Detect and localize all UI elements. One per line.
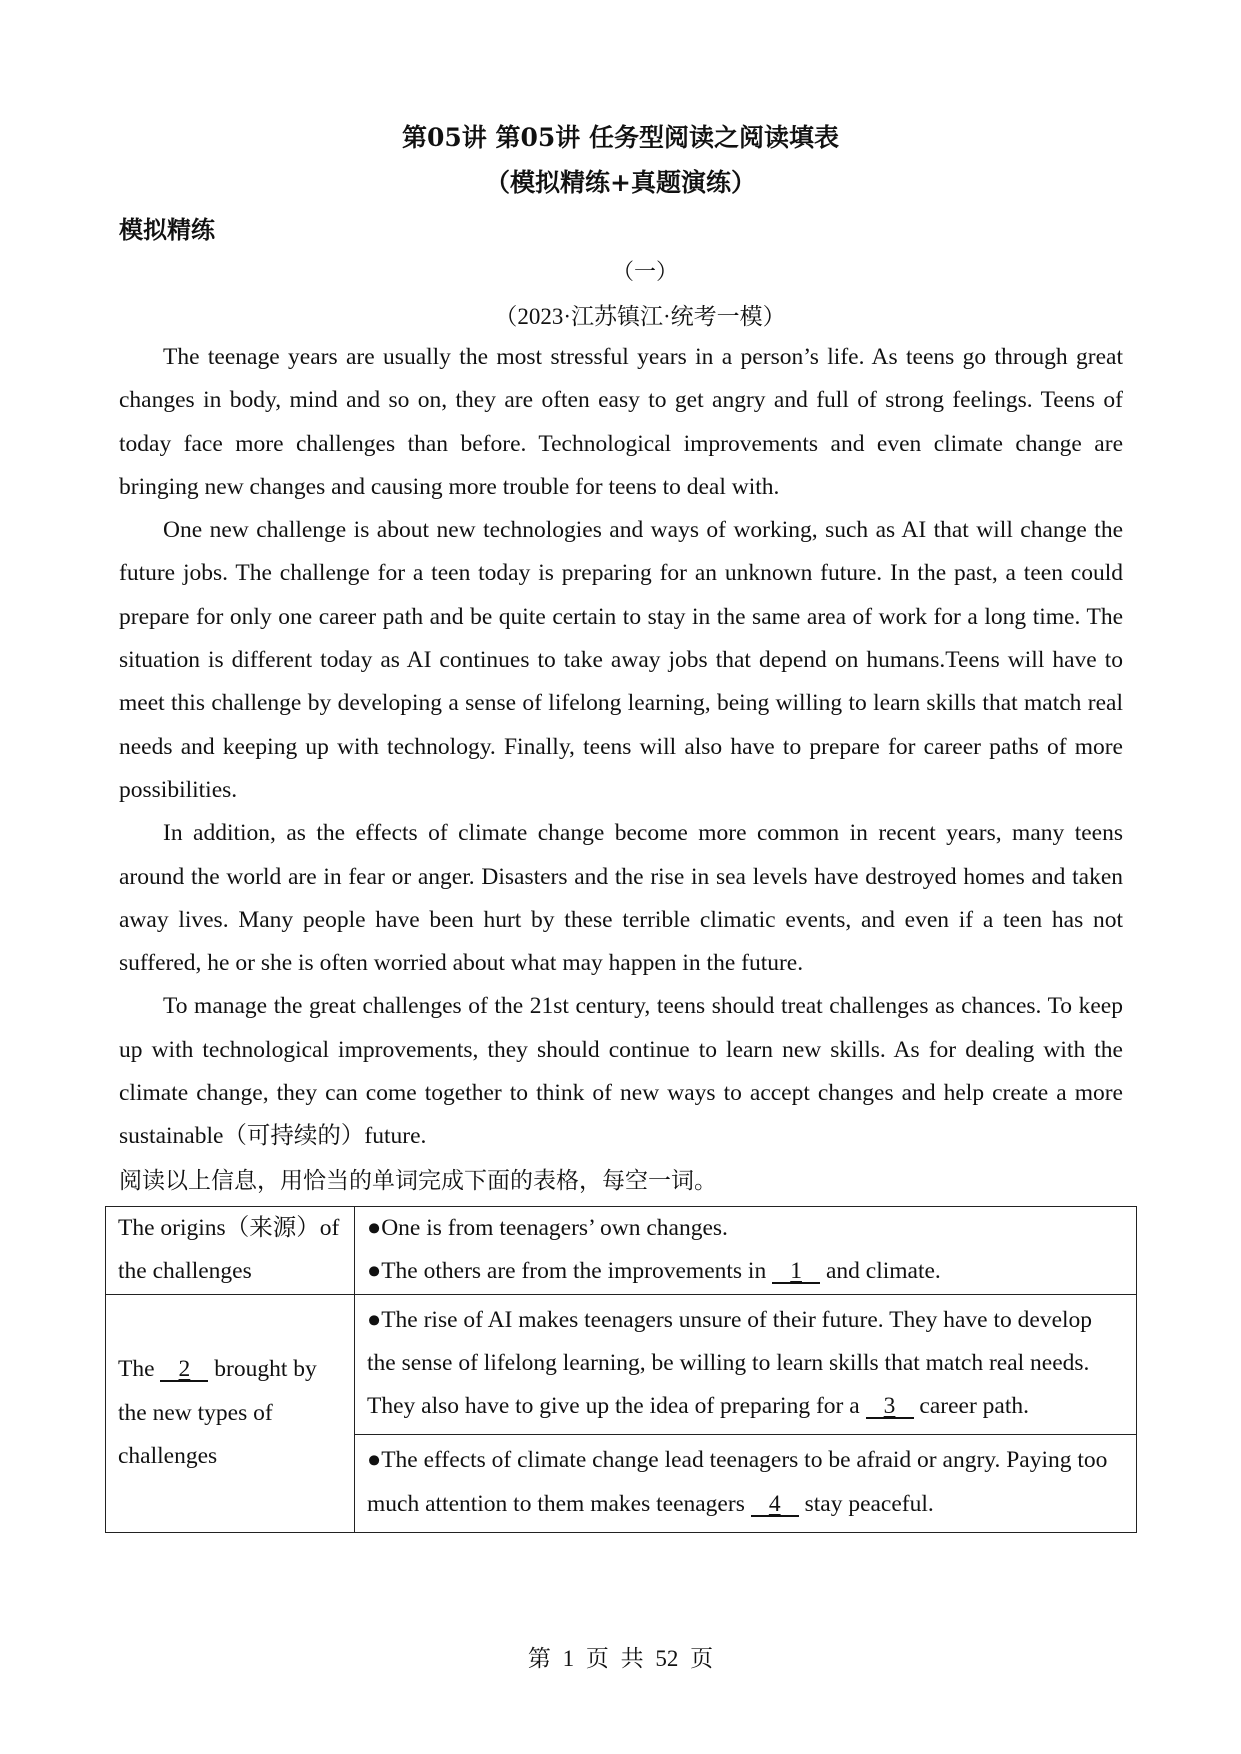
page-footer: 第 1 页 共 52 页: [527, 1646, 714, 1671]
page-title: 第05讲 第05讲 任务型阅读之阅读填表: [402, 123, 839, 152]
table-line: ●One is from teenagers’ own changes.: [367, 1215, 728, 1241]
table-cell-climate: ●The effects of climate change lead teenagers to be afraid or angry. Paying too much attention to them makes teenagers 4 stay peaceful.: [355, 1435, 1137, 1533]
blank-4[interactable]: 4: [751, 1493, 799, 1517]
passage-paragraph: In addition, as the effects of climate change become more common in recent years, many teens around the world are in fear or anger. Disasters and the rise in sea levels have destroyed homes and taken away lives. Many people have been hurt by these terrible climatic events, and even if a teen has not suffered, he or she is often worried about what may happen in the future.: [119, 820, 1123, 977]
table-row: [106, 1294, 1137, 1435]
passage-paragraph: The teenage years are usually the most stressful years in a person’s life. As teens go through great changes in body, mind and so on, they are often easy to get angry and full of strong feelings. Teens of today face more challenges than before. Technological improvements and even climate change are bringing new changes and causing more trouble for teens to deal with.: [119, 344, 1123, 500]
reading-passage: [119, 336, 1123, 1159]
table-cell-ai: ●The rise of AI makes teenagers unsure of their future. They have to develop the sense of lifelong learning, be willing to learn skills that match real needs. They also have to give up the idea of preparing for a 3 career path.: [355, 1294, 1137, 1435]
blank-1[interactable]: 1: [772, 1260, 820, 1284]
blank-3[interactable]: 3: [866, 1395, 914, 1419]
section-heading: 模拟精练: [119, 215, 215, 244]
passage-paragraph: One new challenge is about new technologies and ways of working, such as AI that will change the future jobs. The challenge for a teen today is preparing for an unknown future. In the past, a teen could prepare for only one career path and be quite certain to stay in the same area of work for a long time. The situation is different today as AI continues to take away jobs that depend on humans.Teens will have to meet this challenge by developing a sense of lifelong learning, being willing to learn skills that match real needs and keeping up with technology. Finally, teens will also have to prepare for career paths of more possibilities.: [119, 517, 1123, 803]
table-line: ●The others are from the improvements in 1 and climate.: [367, 1258, 941, 1285]
blank-2[interactable]: 2: [160, 1358, 208, 1382]
exercise-number: （一）: [611, 260, 678, 285]
table-cell-origins: The origins（来源）of the challenges: [106, 1207, 355, 1295]
fill-in-table: [105, 1206, 1137, 1533]
table-cell-origins-content: [355, 1207, 1137, 1295]
table-row: [106, 1207, 1137, 1295]
task-instruction: 阅读以上信息，用恰当的单词完成下面的表格，每空一词。: [119, 1168, 717, 1194]
passage-paragraph: To manage the great challenges of the 21st century, teens should treat challenges as chances. To keep up with technological improvements, they should continue to learn new skills. As for dealing with the climate change, they can come together to think of new ways to accept changes and help create a more sustainable（可持续的）future.: [119, 993, 1123, 1150]
table-cell-effects: The 2 brought by the new types of challenges: [106, 1294, 355, 1532]
exercise-source: （2023·江苏镇江·统考一模）: [494, 304, 786, 329]
page-subtitle: （模拟精练+真题演练）: [485, 168, 756, 197]
